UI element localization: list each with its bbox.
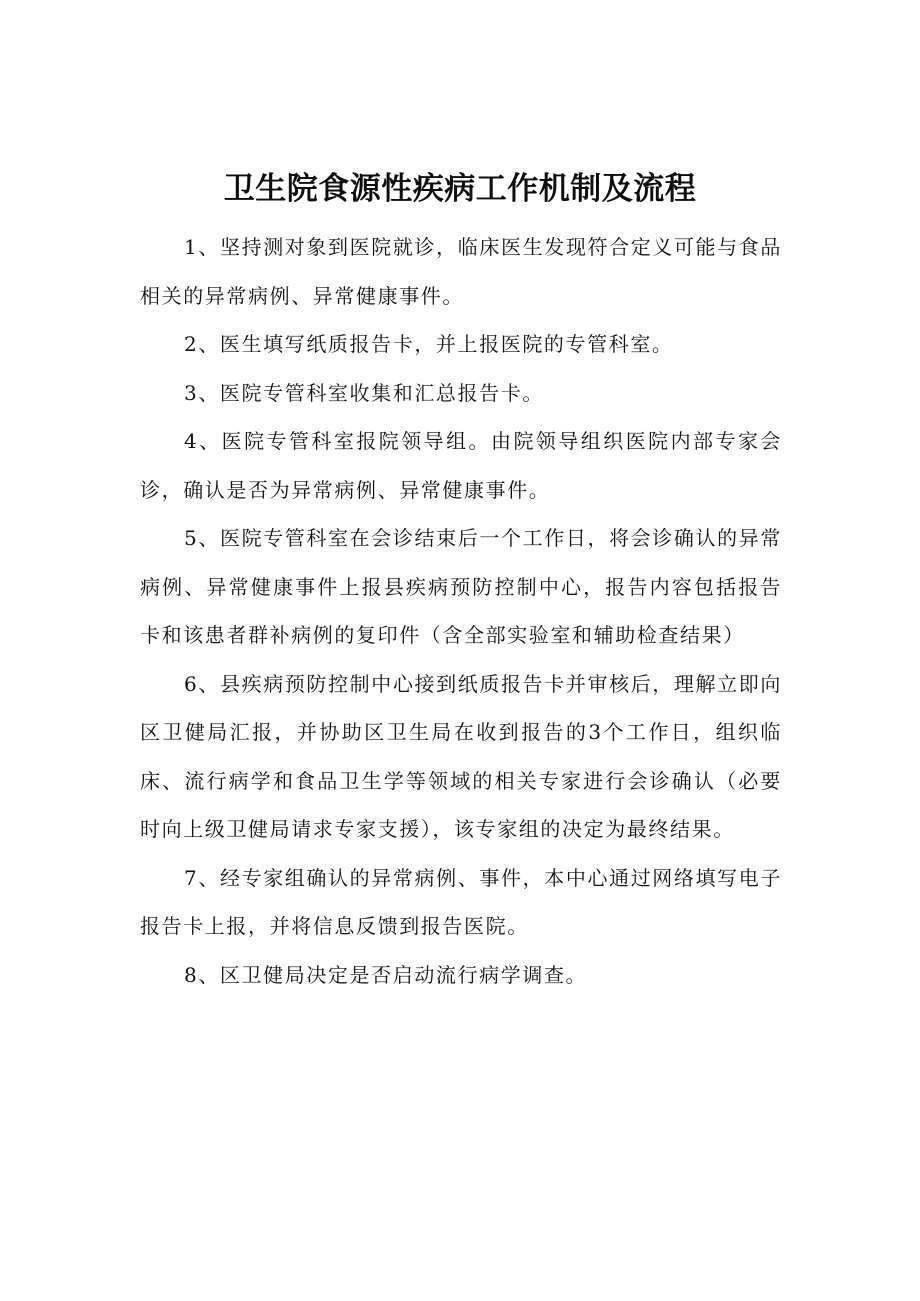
paragraph-5: 5、医院专管科室在会诊结束后一个工作日，将会诊确认的异常病例、异常健康事件上报县疾病预防控制中心，报告内容包括报告卡和该患者群补病例的复印件（含全部实验室和辅助检查结果） xyxy=(140,526,782,647)
paragraph-4: 4、医院专管科室报院领导组。由院领导组织医院内部专家会诊，确认是否为异常病例、异常健康事件。 xyxy=(140,429,782,502)
document-title: 卫生院食源性疾病工作机制及流程 xyxy=(223,170,697,207)
document-body xyxy=(140,223,782,999)
paragraph-2: 2、医生填写纸质报告卡，并上报医院的专管科室。 xyxy=(184,332,674,356)
paragraph-8: 8、区卫健局决定是否启动流行病学调查。 xyxy=(184,962,588,987)
paragraph-3: 3、医院专管科室收集和汇总报告卡。 xyxy=(184,380,544,405)
paragraph-7: 7、经专家组确认的异常病例、事件，本中心通过网络填写电子报告卡上报，并将信息反馈到报告医院。 xyxy=(140,865,782,938)
paragraph-1: 1、坚持测对象到医院就诊，临床医生发现符合定义可能与食品相关的异常病例、异常健康事件。 xyxy=(140,235,782,308)
paragraph-6: 6、县疾病预防控制中心接到纸质报告卡并审核后，理解立即向区卫健局汇报，并协助区卫生局在收到报告的3个工作日，组织临床、流行病学和食品卫生学等领域的相关专家进行会诊确认（必要时向上级卫健局请求专家支援），该专家组的决定为最终结果。 xyxy=(140,671,782,841)
